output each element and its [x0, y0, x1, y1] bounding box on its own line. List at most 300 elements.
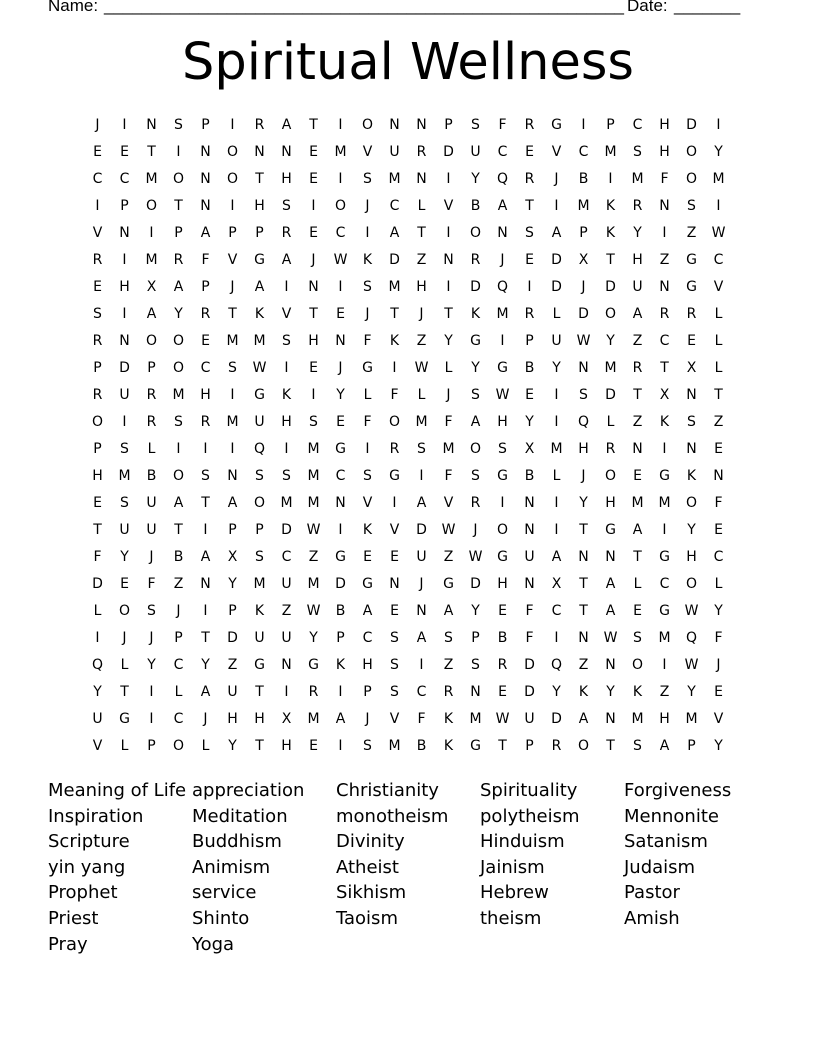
- grid-cell: P: [336, 630, 345, 646]
- grid-cell: B: [524, 468, 535, 484]
- grid-row: [84, 733, 734, 760]
- grid-cell: O: [604, 306, 617, 322]
- grid-cell: A: [173, 279, 184, 295]
- grid-cell: Y: [714, 603, 723, 619]
- grid-cell: I: [338, 684, 343, 700]
- grid-cell: S: [633, 630, 642, 646]
- grid-cell: L: [444, 360, 453, 376]
- grid-cell: C: [713, 252, 724, 268]
- grid-cell: M: [577, 198, 590, 214]
- grid-cell: A: [200, 225, 211, 241]
- grid-cell: G: [497, 549, 508, 565]
- grid-cell: W: [576, 333, 591, 349]
- grid-cell: G: [470, 738, 481, 754]
- grid-cell: X: [578, 252, 589, 268]
- word-item: Scripture: [48, 831, 130, 853]
- grid-cell: Q: [685, 630, 698, 646]
- word-item: Spirituality: [480, 780, 578, 801]
- grid-cell: Y: [228, 738, 237, 754]
- grid-cell: D: [524, 684, 535, 700]
- grid-cell: M: [307, 468, 320, 484]
- grid-cell: W: [684, 657, 699, 673]
- grid-cell: G: [389, 468, 400, 484]
- grid-cell: Y: [174, 306, 183, 322]
- grid-cell: Y: [228, 576, 237, 592]
- grid-cell: T: [255, 684, 264, 700]
- grid-cell: R: [200, 414, 211, 430]
- grid-cell: E: [93, 495, 102, 511]
- grid-cell: U: [632, 279, 643, 295]
- grid-cell: J: [311, 252, 316, 268]
- grid-cell: D: [551, 711, 562, 727]
- grid-cell: Y: [714, 144, 723, 160]
- grid-cell: C: [416, 684, 427, 700]
- grid-cell: Y: [525, 414, 534, 430]
- grid-cell: Y: [606, 684, 615, 700]
- grid-cell: X: [551, 576, 562, 592]
- grid-cell: M: [388, 171, 401, 187]
- grid-cell: S: [255, 468, 264, 484]
- word-item: Yoga: [192, 933, 235, 955]
- grid-row: [84, 706, 734, 733]
- grid-cell: R: [389, 441, 400, 457]
- grid-cell: F: [525, 630, 534, 646]
- grid-row: [84, 220, 734, 247]
- word-item: yin yang: [48, 856, 126, 878]
- grid-cell: S: [417, 441, 426, 457]
- grid-cell: S: [390, 657, 399, 673]
- name-label: Name:: [48, 0, 99, 15]
- grid-cell: A: [551, 549, 562, 565]
- grid-cell: S: [228, 360, 237, 376]
- grid-cell: R: [281, 225, 292, 241]
- grid-cell: I: [392, 495, 397, 511]
- grid-cell: A: [632, 306, 643, 322]
- grid-cell: Y: [687, 522, 696, 538]
- grid-cell: V: [443, 495, 454, 511]
- grid-cell: E: [336, 414, 345, 430]
- grid-cell: N: [578, 549, 589, 565]
- grid-cell: J: [473, 522, 478, 538]
- grid-cell: S: [174, 117, 183, 133]
- grid-cell: Z: [416, 252, 427, 268]
- grid-cell: T: [660, 360, 669, 376]
- grid-cell: M: [280, 495, 293, 511]
- grid-cell: C: [659, 576, 670, 592]
- grid-cell: H: [659, 711, 670, 727]
- grid-cell: Z: [443, 549, 454, 565]
- grid-cell: A: [416, 495, 427, 511]
- grid-cell: T: [633, 549, 642, 565]
- grid-cell: I: [203, 603, 208, 619]
- grid-cell: H: [659, 144, 670, 160]
- grid-cell: I: [122, 252, 127, 268]
- word-item: Amish: [624, 907, 680, 929]
- grid-cell: I: [311, 198, 316, 214]
- grid-cell: M: [118, 468, 131, 484]
- grid-cell: V: [713, 711, 724, 727]
- grid-cell: M: [145, 171, 158, 187]
- grid-cell: A: [200, 549, 211, 565]
- grid-row: [84, 247, 734, 274]
- grid-cell: L: [714, 333, 723, 349]
- grid-cell: S: [282, 468, 291, 484]
- grid-cell: T: [309, 117, 318, 133]
- grid-cell: S: [471, 468, 480, 484]
- grid-cell: Z: [443, 657, 454, 673]
- grid-cell: I: [662, 522, 667, 538]
- grid-cell: O: [226, 171, 239, 187]
- grid-cell: Z: [713, 414, 724, 430]
- grid-cell: O: [91, 414, 104, 430]
- grid-cell: P: [687, 738, 696, 754]
- grid-cell: N: [227, 468, 238, 484]
- word-item: Prophet: [48, 882, 118, 904]
- grid-cell: A: [605, 603, 616, 619]
- grid-cell: I: [176, 144, 181, 160]
- grid-cell: R: [146, 414, 157, 430]
- grid-cell: P: [228, 522, 237, 538]
- grid-cell: K: [335, 657, 346, 673]
- grid-cell: X: [146, 279, 157, 295]
- grid-row: [84, 463, 734, 490]
- grid-cell: R: [605, 441, 616, 457]
- grid-cell: L: [606, 414, 615, 430]
- grid-cell: J: [500, 252, 505, 268]
- grid-cell: R: [308, 684, 319, 700]
- grid-cell: D: [335, 576, 346, 592]
- grid-cell: C: [335, 468, 346, 484]
- grid-cell: G: [470, 333, 481, 349]
- grid-cell: B: [173, 549, 184, 565]
- grid-cell: K: [686, 468, 697, 484]
- grid-cell: S: [147, 603, 156, 619]
- grid-cell: V: [227, 252, 238, 268]
- grid-cell: J: [230, 279, 235, 295]
- grid-cell: Q: [550, 657, 563, 673]
- word-item: theism: [480, 907, 542, 929]
- grid-cell: U: [119, 387, 130, 403]
- grid-cell: A: [497, 198, 508, 214]
- grid-cell: L: [552, 306, 561, 322]
- grid-cell: M: [550, 441, 563, 457]
- grid-cell: N: [659, 198, 670, 214]
- grid-cell: O: [388, 414, 401, 430]
- grid-cell: G: [308, 657, 319, 673]
- grid-cell: M: [307, 711, 320, 727]
- name-blank-line: _______________________________________________________: [104, 0, 625, 15]
- grid-cell: T: [633, 387, 642, 403]
- grid-cell: F: [714, 630, 723, 646]
- grid-cell: P: [255, 225, 264, 241]
- grid-cell: L: [417, 198, 426, 214]
- grid-cell: G: [335, 549, 346, 565]
- grid-cell: H: [281, 738, 292, 754]
- grid-cell: S: [255, 549, 264, 565]
- grid-cell: E: [309, 171, 318, 187]
- grid-cell: Q: [496, 279, 509, 295]
- grid-cell: N: [524, 576, 535, 592]
- grid-cell: P: [363, 684, 372, 700]
- grid-cell: Z: [632, 333, 643, 349]
- grid-cell: E: [390, 603, 399, 619]
- grid-cell: N: [200, 198, 211, 214]
- grid-cell: U: [524, 549, 535, 565]
- grid-cell: P: [174, 225, 183, 241]
- grid-row: [84, 112, 734, 139]
- grid-cell: V: [389, 711, 400, 727]
- grid-cell: L: [714, 306, 723, 322]
- grid-cell: I: [608, 171, 613, 187]
- grid-cell: J: [365, 711, 370, 727]
- word-item: Buddhism: [192, 831, 282, 853]
- grid-cell: I: [149, 225, 154, 241]
- grid-cell: B: [470, 198, 481, 214]
- grid-cell: I: [149, 711, 154, 727]
- grid-cell: T: [228, 306, 237, 322]
- grid-cell: G: [443, 576, 454, 592]
- grid-cell: B: [497, 630, 508, 646]
- grid-cell: C: [497, 144, 508, 160]
- grid-cell: L: [714, 360, 723, 376]
- grid-cell: O: [361, 117, 374, 133]
- grid-cell: K: [578, 684, 589, 700]
- grid-cell: O: [226, 144, 239, 160]
- grid-cell: V: [362, 495, 373, 511]
- grid-cell: R: [659, 306, 670, 322]
- grid-cell: F: [498, 117, 507, 133]
- grid-cell: Z: [308, 549, 319, 565]
- grid-cell: N: [605, 657, 616, 673]
- grid-cell: G: [497, 360, 508, 376]
- grid-cell: E: [525, 387, 534, 403]
- grid-cell: A: [281, 252, 292, 268]
- grid-cell: A: [200, 684, 211, 700]
- grid-cell: O: [685, 495, 698, 511]
- grid-cell: P: [174, 630, 183, 646]
- grid-cell: D: [119, 360, 130, 376]
- grid-cell: U: [281, 630, 292, 646]
- grid-cell: I: [554, 522, 559, 538]
- grid-row: [84, 382, 734, 409]
- grid-cell: D: [443, 144, 454, 160]
- grid-cell: U: [119, 522, 130, 538]
- grid-cell: E: [525, 252, 534, 268]
- grid-cell: C: [335, 225, 346, 241]
- grid-cell: K: [605, 198, 616, 214]
- grid-cell: I: [662, 225, 667, 241]
- grid-cell: A: [632, 522, 643, 538]
- grid-cell: C: [659, 333, 670, 349]
- grid-cell: N: [119, 333, 130, 349]
- grid-cell: O: [172, 360, 185, 376]
- grid-cell: V: [443, 198, 454, 214]
- grid-cell: F: [660, 171, 669, 187]
- grid-cell: O: [604, 468, 617, 484]
- grid-cell: S: [363, 279, 372, 295]
- grid-cell: W: [468, 549, 483, 565]
- grid-cell: M: [226, 414, 239, 430]
- grid-row: [84, 301, 734, 328]
- grid-cell: M: [631, 711, 644, 727]
- grid-cell: M: [388, 279, 401, 295]
- grid-cell: N: [200, 576, 211, 592]
- grid-cell: A: [578, 711, 589, 727]
- grid-cell: I: [122, 306, 127, 322]
- grid-cell: U: [92, 711, 103, 727]
- grid-cell: L: [633, 576, 642, 592]
- grid-cell: C: [713, 549, 724, 565]
- grid-cell: D: [686, 117, 697, 133]
- grid-cell: C: [632, 117, 643, 133]
- grid-cell: M: [253, 333, 266, 349]
- grid-cell: V: [551, 144, 562, 160]
- grid-cell: M: [442, 441, 455, 457]
- grid-cell: R: [173, 252, 184, 268]
- word-item: monotheism: [336, 805, 449, 827]
- grid-cell: U: [524, 711, 535, 727]
- word-column: [336, 778, 480, 932]
- grid-cell: I: [230, 387, 235, 403]
- grid-cell: Q: [91, 657, 104, 673]
- grid-cell: N: [335, 495, 346, 511]
- grid-cell: M: [226, 333, 239, 349]
- grid-cell: W: [495, 711, 510, 727]
- grid-cell: O: [631, 657, 644, 673]
- grid-cell: T: [417, 225, 426, 241]
- grid-cell: N: [308, 279, 319, 295]
- grid-cell: S: [201, 468, 210, 484]
- grid-cell: F: [525, 603, 534, 619]
- grid-cell: T: [174, 198, 183, 214]
- grid-cell: F: [390, 387, 399, 403]
- word-item: Divinity: [336, 831, 405, 853]
- grid-cell: I: [554, 414, 559, 430]
- grid-cell: S: [363, 468, 372, 484]
- grid-cell: I: [419, 468, 424, 484]
- grid-cell: W: [414, 360, 429, 376]
- grid-cell: U: [470, 144, 481, 160]
- grid-cell: N: [497, 225, 508, 241]
- grid-cell: E: [336, 306, 345, 322]
- grid-cell: I: [365, 225, 370, 241]
- grid-cell: C: [551, 603, 562, 619]
- grid-cell: G: [659, 468, 670, 484]
- word-item: Christianity: [336, 780, 439, 801]
- grid-cell: I: [392, 360, 397, 376]
- grid-cell: T: [147, 144, 156, 160]
- grid-cell: P: [525, 738, 534, 754]
- word-item: Hinduism: [480, 831, 565, 853]
- grid-cell: I: [554, 630, 559, 646]
- grid-cell: N: [146, 117, 157, 133]
- grid-cell: W: [711, 225, 726, 241]
- word-item: service: [192, 882, 257, 904]
- grid-cell: N: [254, 144, 265, 160]
- grid-cell: I: [662, 441, 667, 457]
- grid-cell: S: [120, 495, 129, 511]
- grid-cell: I: [230, 198, 235, 214]
- grid-cell: N: [578, 360, 589, 376]
- grid-cell: D: [92, 576, 103, 592]
- grid-cell: Z: [632, 414, 643, 430]
- grid-cell: I: [527, 279, 532, 295]
- grid-cell: S: [390, 684, 399, 700]
- grid-cell: G: [362, 576, 373, 592]
- grid-cell: U: [254, 414, 265, 430]
- grid-cell: A: [389, 225, 400, 241]
- grid-cell: G: [254, 387, 265, 403]
- grid-cell: A: [659, 738, 670, 754]
- grid-cell: P: [579, 225, 588, 241]
- grid-cell: J: [176, 603, 181, 619]
- date-blank-line: _______: [674, 0, 741, 15]
- grid-cell: S: [687, 414, 696, 430]
- grid-cell: O: [469, 225, 482, 241]
- grid-cell: N: [686, 441, 697, 457]
- word-column: [192, 778, 336, 957]
- grid-cell: A: [254, 279, 265, 295]
- grid-cell: N: [281, 144, 292, 160]
- grid-row: [84, 436, 734, 463]
- grid-cell: S: [282, 198, 291, 214]
- grid-cell: V: [389, 522, 400, 538]
- grid-row: [84, 679, 734, 706]
- grid-cell: S: [363, 738, 372, 754]
- word-item: Taoism: [336, 907, 398, 929]
- grid-row: [84, 517, 734, 544]
- grid-cell: F: [714, 495, 723, 511]
- grid-cell: S: [93, 306, 102, 322]
- grid-cell: Y: [633, 225, 642, 241]
- grid-cell: S: [633, 738, 642, 754]
- grid-cell: E: [687, 333, 696, 349]
- grid-cell: L: [120, 738, 129, 754]
- grid-cell: M: [253, 576, 266, 592]
- word-item: Forgiveness: [624, 780, 732, 801]
- grid-cell: S: [282, 333, 291, 349]
- grid-cell: N: [200, 171, 211, 187]
- grid-cell: Y: [471, 171, 480, 187]
- grid-cell: O: [172, 738, 185, 754]
- grid-cell: N: [200, 144, 211, 160]
- grid-cell: R: [92, 333, 103, 349]
- grid-cell: G: [254, 252, 265, 268]
- grid-cell: Y: [336, 387, 345, 403]
- grid-cell: K: [605, 225, 616, 241]
- grid-cell: X: [227, 549, 238, 565]
- grid-cell: E: [309, 360, 318, 376]
- grid-cell: L: [714, 576, 723, 592]
- grid-cell: I: [338, 117, 343, 133]
- grid-cell: I: [176, 441, 181, 457]
- word-item: Meditation: [192, 805, 288, 827]
- grid-cell: H: [281, 171, 292, 187]
- grid-cell: T: [93, 522, 102, 538]
- grid-cell: J: [419, 306, 424, 322]
- grid-cell: I: [662, 657, 667, 673]
- grid-cell: W: [333, 252, 348, 268]
- grid-cell: E: [714, 522, 723, 538]
- grid-cell: S: [579, 387, 588, 403]
- header: [48, 0, 748, 20]
- grid-cell: K: [281, 387, 292, 403]
- grid-cell: R: [686, 306, 697, 322]
- grid-cell: M: [658, 495, 671, 511]
- word-item: Jainism: [480, 856, 545, 878]
- grid-cell: T: [309, 306, 318, 322]
- grid-cell: P: [525, 333, 534, 349]
